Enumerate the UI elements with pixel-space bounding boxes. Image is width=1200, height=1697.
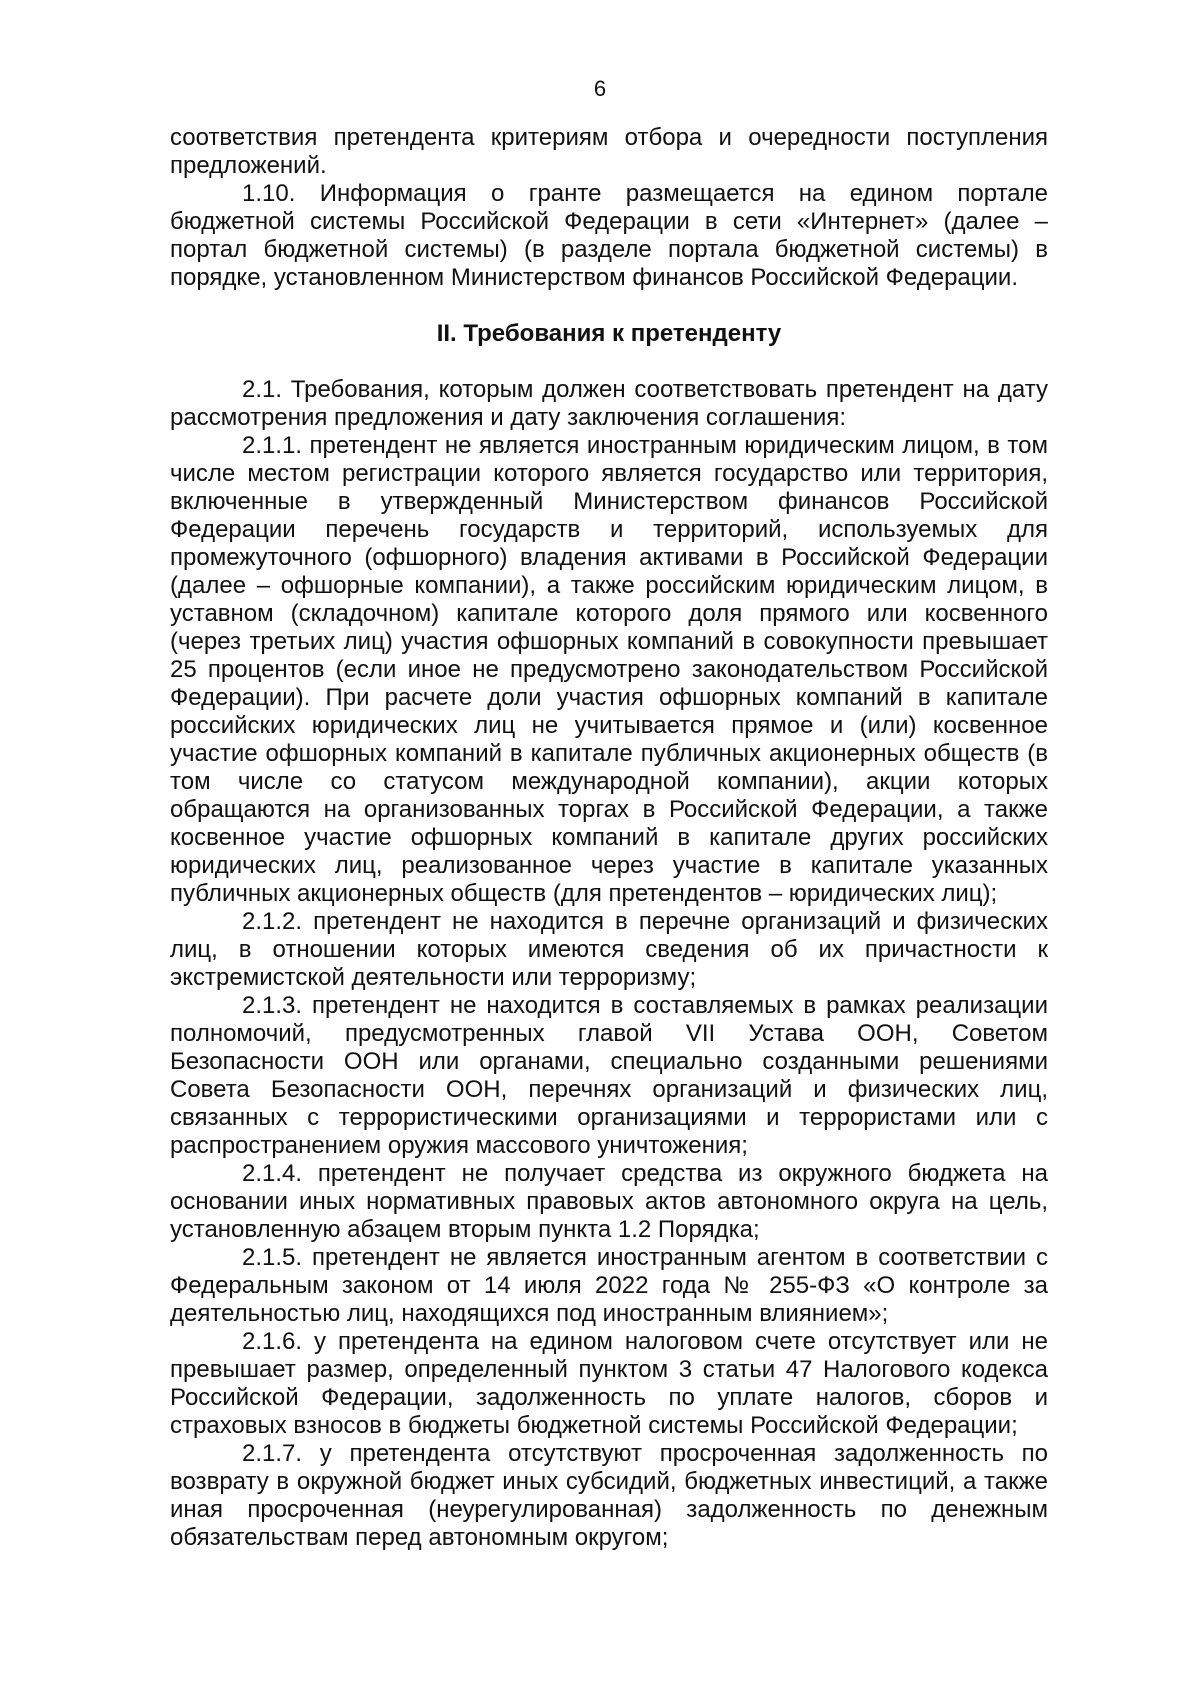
document-body: [170, 124, 1048, 1552]
paragraph-2-1-3: 2.1.3. претендент не находится в составляемых в рамках реализации полномочий, предусмотренных главой VII Устава ООН, Советом Безопасности ООН или органами, специально созданными решениями Совета Безопасности ООН, перечнях организаций и физических лиц, связанных с террористическими организациями и террористами или с распространением оружия массового уничтожения;: [170, 992, 1048, 1159]
paragraph-2-1: 2.1. Требования, которым должен соответствовать претендент на дату рассмотрения предложения и дату заключения соглашения:: [170, 376, 1048, 431]
paragraph-2-1-4: 2.1.4. претендент не получает средства из окружного бюджета на основании иных нормативных правовых актов автономного округа на цель, установленную абзацем вторым пункта 1.2 Порядка;: [170, 1160, 1048, 1243]
paragraph-2-1-5: 2.1.5. претендент не является иностранным агентом в соответствии с Федеральным законом от 14 июля 2022 года № 255-ФЗ «О контроле за деятельностью лиц, находящихся под иностранным влиянием»;: [170, 1244, 1048, 1327]
paragraph-continuation: соответствия претендента критериям отбора и очередности поступления предложений.: [170, 124, 1048, 179]
paragraph-1-10: 1.10. Информация о гранте размещается на едином портале бюджетной системы Российской Федерации в сети «Интернет» (далее – портал бюджетной системы) (в разделе портала бюджетной системы) в порядке, установленном Министерством финансов Российской Федерации.: [170, 180, 1048, 291]
section-heading: II. Требования к претенденту: [436, 320, 782, 347]
paragraph-2-1-1: 2.1.1. претендент не является иностранным юридическим лицом, в том числе местом регистрации которого является государство или территория, включенные в утвержденный Министерством финансов Российской Федерации перечень государств и территорий, используемых для промежуточного (офшорного) владения активами в Российской Федерации (далее – офшорные компании), а также российским юридическим лицом, в уставном (складочном) капитале которого доля прямого или косвенного (через третьих лиц) участия офшорных компаний в совокупности превышает 25 процентов (если иное не предусмотрено законодательством Российской Федерации). При расчете доли участия офшорных компаний в капитале российских юридических лиц не учитывается прямое и (или) косвенное участие офшорных компаний в капитале публичных акционерных обществ (в том числе со статусом международной компании), акции которых обращаются на организованных торгах в Российской Федерации, а также косвенное участие офшорных компаний в капитале других российских юридических лиц, реализованное через участие в капитале указанных публичных акционерных обществ (для претендентов – юридических лиц);: [170, 432, 1048, 907]
paragraph-2-1-6: 2.1.6. у претендента на едином налоговом счете отсутствует или не превышает размер, определенный пунктом 3 статьи 47 Налогового кодекса Российской Федерации, задолженность по уплате налогов, сборов и страховых взносов в бюджеты бюджетной системы Российской Федерации;: [170, 1328, 1048, 1439]
page-number: 6: [593, 76, 607, 101]
paragraph-2-1-7: 2.1.7. у претендента отсутствуют просроченная задолженность по возврату в окружной бюджет иных субсидий, бюджетных инвестиций, а также иная просроченная (неурегулированная) задолженность по денежным обязательствам перед автономным округом;: [170, 1440, 1048, 1551]
paragraph-2-1-2: 2.1.2. претендент не находится в перечне организаций и физических лиц, в отношении которых имеются сведения об их причастности к экстремистской деятельности или терроризму;: [170, 908, 1048, 991]
